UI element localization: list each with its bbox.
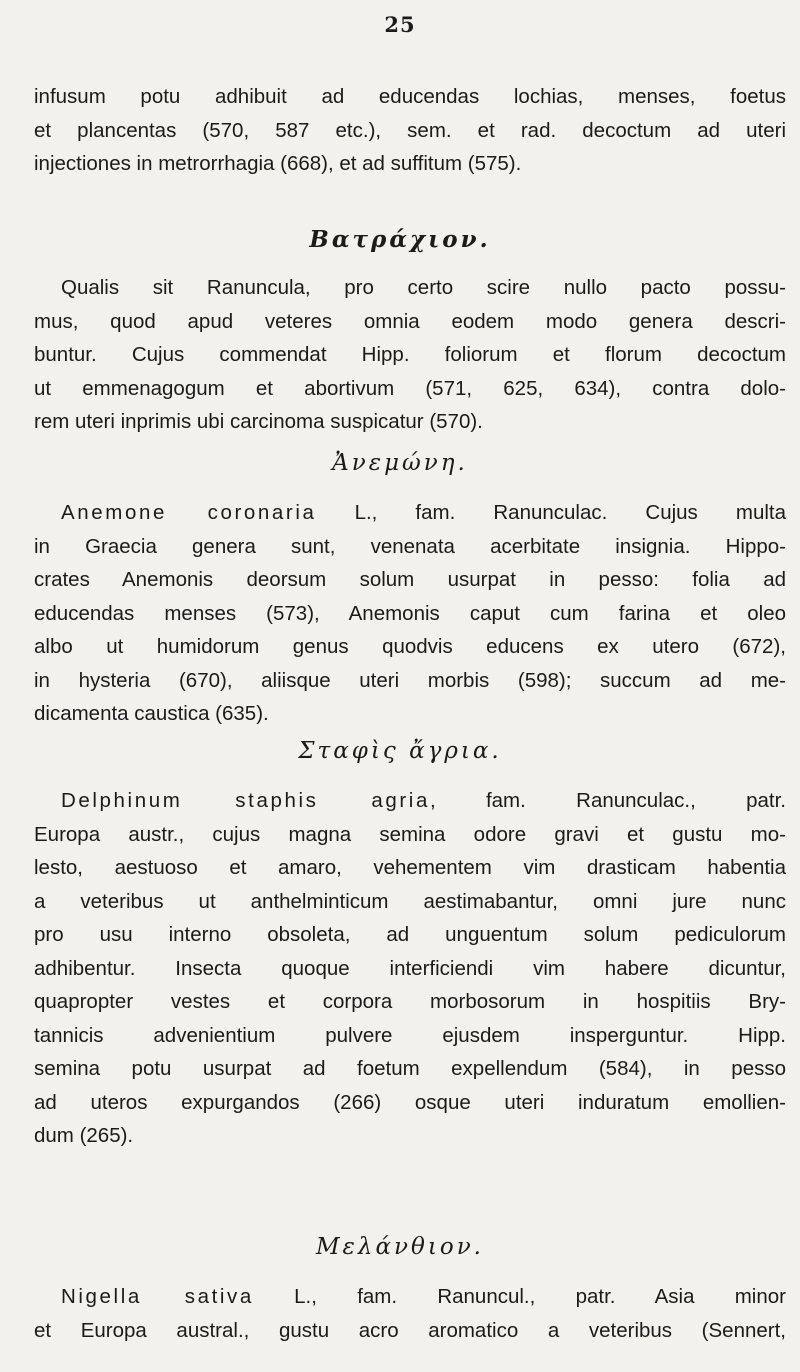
text-line: mus, quod apud veteres omnia eodem modo genera descri- bbox=[34, 309, 786, 333]
species-name: Delphinum staphis agria bbox=[61, 789, 430, 812]
text-line: buntur. Cujus commendat Hipp. foliorum et florum decoctum bbox=[34, 343, 786, 366]
text-line: dum (265). bbox=[34, 1124, 134, 1147]
species-name: Nigella sativa bbox=[61, 1285, 254, 1308]
text-line: educendas menses (573), Anemonis caput cum farina et oleo bbox=[34, 601, 786, 625]
text-line: et plancentas (570, 587 etc.), sem. et rad. decoctum ad uteri bbox=[34, 118, 786, 142]
text-line: ad uteros expurgandos (266) osque uteri induratum emollien- bbox=[34, 1090, 786, 1114]
text-line: in Graecia genera sunt, venenata acerbitate insignia. Hippo- bbox=[34, 534, 786, 558]
section-heading-anemone: Ἀνεμώνη. bbox=[332, 450, 468, 476]
paragraph-delphinum bbox=[34, 784, 786, 1153]
paragraph-anemone bbox=[34, 496, 786, 731]
text-line: et Europa austral., gustu acro aromatico a veteribus (Sennert, bbox=[34, 1318, 786, 1342]
text-line: quapropter vestes et corpora morbosorum in hospitiis Bry- bbox=[34, 990, 786, 1013]
text-line: lesto, aestuoso et amaro, vehementem vim drasticam habentia bbox=[34, 856, 786, 879]
text-line: pro usu interno obsoleta, ad unguentum solum pediculorum bbox=[34, 923, 786, 946]
text-line-rest: , fam. Ranunculac., patr. bbox=[429, 789, 786, 812]
text-line: Europa austr., cujus magna semina odore gravi et gustu mo- bbox=[34, 822, 786, 846]
text-line-rest: L., fam. Ranunculac. Cujus multa bbox=[316, 501, 787, 524]
text-line: semina potu usurpat ad foetum expellendum (584), in pesso bbox=[34, 1057, 786, 1080]
paragraph-continuation bbox=[34, 80, 786, 181]
text-line: ut emmenagogum et abortivum (571, 625, 634), contra dolo- bbox=[34, 376, 786, 400]
species-name: Anemone coronaria bbox=[61, 501, 317, 524]
text-line: Qualis sit Ranuncula, pro certo scire nullo pacto possu- bbox=[61, 276, 786, 299]
text-line bbox=[34, 496, 786, 530]
text-line: albo ut humidorum genus quodvis educens ex utero (672), bbox=[34, 635, 786, 658]
text-line: a veteribus ut anthelminticum aestimabantur, omni jure nunc bbox=[34, 889, 786, 913]
text-line bbox=[34, 784, 786, 818]
paragraph-ranuncula bbox=[34, 271, 786, 439]
section-heading-batrachion: Βατράχιον. bbox=[309, 226, 491, 253]
text-line: injectiones in metrorrhagia (668), et ad suffitum (575). bbox=[34, 152, 522, 175]
text-line: rem uteri inprimis ubi carcinoma suspicatur (570). bbox=[34, 410, 483, 433]
text-line-rest: L., fam. Ranuncul., patr. Asia minor bbox=[253, 1285, 786, 1308]
text-line: tannicis advenientium pulvere ejusdem insperguntur. Hipp. bbox=[34, 1023, 786, 1047]
paragraph-nigella bbox=[34, 1280, 786, 1347]
section-heading-staphis-agria: Σταφὶς ἄγρια. bbox=[298, 738, 502, 764]
text-line: adhibentur. Insecta quoque interficiendi vim habere dicuntur, bbox=[34, 956, 786, 980]
text-line: in hysteria (670), aliisque uteri morbis (598); succum ad me- bbox=[34, 668, 786, 692]
text-line: dicamenta caustica (635). bbox=[34, 702, 269, 725]
section-heading-melanthion: Μελάνθιον. bbox=[316, 1234, 484, 1260]
text-line bbox=[34, 1280, 786, 1314]
text-line: crates Anemonis deorsum solum usurpat in pesso: folia ad bbox=[34, 568, 786, 591]
page-number: 25 bbox=[384, 12, 416, 37]
text-line: infusum potu adhibuit ad educendas lochias, menses, foetus bbox=[34, 85, 786, 108]
